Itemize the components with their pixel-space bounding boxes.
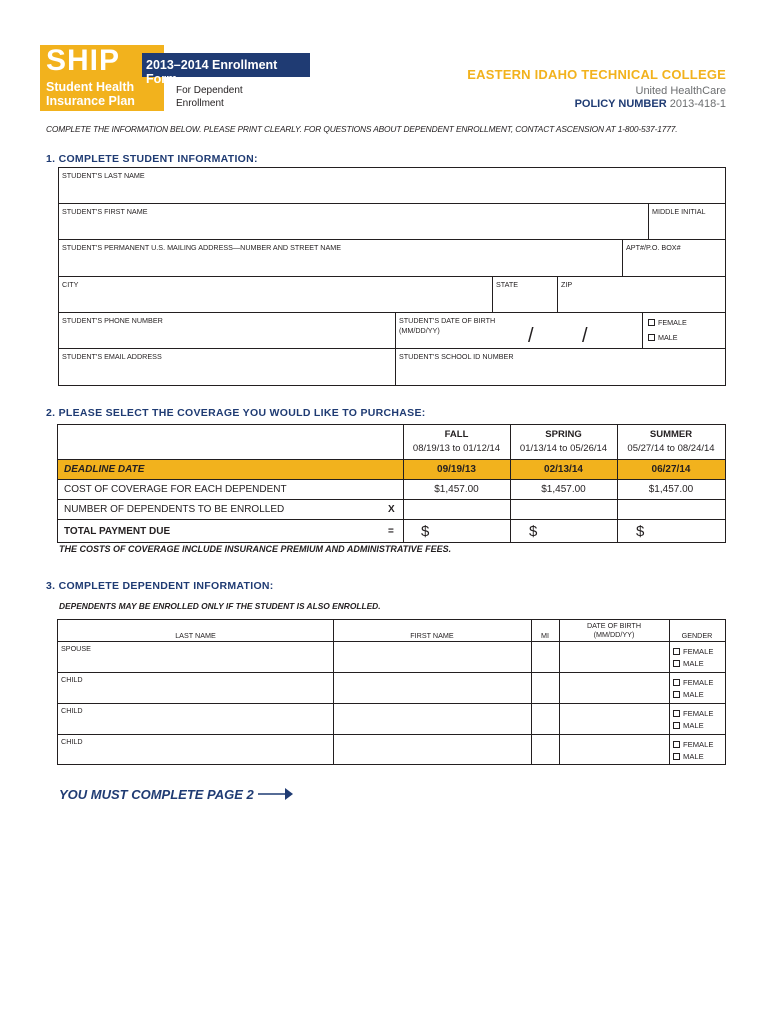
divider	[559, 620, 560, 764]
checkbox-icon[interactable]	[673, 648, 680, 655]
female-option[interactable]	[673, 739, 713, 751]
coverage-header-row	[58, 425, 725, 460]
total-label: TOTAL PAYMENT DUE	[64, 525, 171, 537]
divider	[58, 641, 725, 642]
cost-summer: $1,457.00	[648, 484, 694, 495]
female-option[interactable]	[648, 318, 687, 327]
dependent-table	[57, 619, 726, 765]
col-first-name: FIRST NAME	[410, 631, 454, 640]
row-type-child: CHILD	[61, 675, 83, 684]
coverage-table	[57, 424, 726, 543]
email-field[interactable]: STUDENT'S EMAIL ADDRESS	[62, 352, 162, 361]
address-field[interactable]: STUDENT'S PERMANENT U.S. MAILING ADDRESS—NUMBER AND STREET NAME	[62, 243, 342, 252]
count-summer-input[interactable]	[617, 500, 725, 519]
divider	[333, 620, 334, 764]
total-fall-input[interactable]: $	[421, 522, 430, 540]
female-label: FEMALE	[683, 740, 714, 749]
col-gender: GENDER	[681, 631, 713, 640]
city-field[interactable]: CITY	[62, 280, 79, 289]
male-label: MALE	[683, 690, 704, 699]
school-id-field[interactable]: STUDENT'S SCHOOL ID NUMBER	[399, 352, 514, 361]
section3-subtitle: DEPENDENTS MAY BE ENROLLED ONLY IF THE STUDENT IS ALSO ENROLLED.	[59, 601, 381, 611]
divider	[648, 203, 649, 239]
divider	[58, 203, 726, 204]
total-spring-input[interactable]: $	[529, 522, 538, 540]
gender-options[interactable]	[673, 646, 713, 670]
checkbox-icon[interactable]	[673, 660, 680, 667]
divider	[492, 276, 493, 312]
female-option[interactable]	[673, 677, 713, 689]
times-sign: X	[388, 504, 395, 515]
row-type-child: CHILD	[61, 737, 83, 746]
male-option[interactable]	[673, 720, 713, 732]
col-mi: MI	[541, 631, 549, 640]
cost-row	[58, 480, 725, 500]
count-fall-input[interactable]	[403, 500, 510, 519]
term-summer	[617, 425, 725, 459]
male-label: MALE	[683, 659, 704, 668]
male-option[interactable]	[673, 689, 713, 701]
policy-number	[575, 98, 726, 110]
term-name: SUMMER	[649, 429, 693, 440]
dependent-enrollment-label	[176, 84, 276, 110]
checkbox-icon[interactable]	[673, 691, 680, 698]
policy-value: 2013-418-1	[669, 98, 726, 110]
female-option[interactable]	[673, 646, 713, 658]
zip-field[interactable]: ZIP	[561, 280, 573, 289]
dob-separator: /	[528, 325, 534, 347]
dependents-count-row	[58, 500, 725, 520]
policy-label: POLICY NUMBER	[574, 98, 667, 110]
divider	[58, 734, 725, 735]
term-dates: 01/13/14 to 05/26/14	[519, 443, 608, 454]
dep-line1: For Dependent	[176, 85, 243, 96]
checkbox-icon[interactable]	[673, 741, 680, 748]
section3-title: 3. COMPLETE DEPENDENT INFORMATION:	[46, 580, 274, 592]
apt-field[interactable]: APT#/P.O. BOX#	[626, 243, 681, 252]
middle-initial-field[interactable]: MIDDLE INITIAL	[652, 207, 706, 216]
gender-options[interactable]	[673, 708, 713, 732]
arrow-right-icon	[258, 785, 294, 803]
coverage-note: THE COSTS OF COVERAGE INCLUDE INSURANCE PREMIUM AND ADMINISTRATIVE FEES.	[59, 544, 452, 554]
ship-sub-line2: Insurance Plan	[46, 94, 135, 108]
deadline-row	[58, 460, 725, 480]
divider	[557, 276, 558, 312]
checkbox-icon[interactable]	[673, 722, 680, 729]
total-row	[58, 520, 725, 542]
divider	[622, 239, 623, 276]
last-name-field[interactable]: STUDENT'S LAST NAME	[62, 171, 145, 180]
insurer-name: United HealthCare	[635, 85, 726, 97]
first-name-field[interactable]: STUDENT'S FIRST NAME	[62, 207, 148, 216]
num-label: NUMBER OF DEPENDENTS TO BE ENROLLED	[64, 504, 285, 515]
divider	[395, 312, 396, 386]
divider	[58, 672, 725, 673]
divider	[669, 620, 670, 764]
divider	[58, 703, 725, 704]
male-option[interactable]	[673, 658, 713, 670]
dep-line2: Enrollment	[176, 98, 224, 109]
male-label: MALE	[658, 333, 678, 342]
term-name: SPRING	[545, 429, 582, 440]
male-option[interactable]	[673, 751, 713, 763]
cost-spring: $1,457.00	[541, 484, 586, 495]
dob-separator: /	[582, 325, 588, 347]
divider	[58, 239, 726, 240]
ship-sub-line1: Student Health	[46, 80, 135, 94]
deadline-spring: 02/13/14	[544, 464, 583, 475]
divider	[58, 276, 726, 277]
section1-title: 1. COMPLETE STUDENT INFORMATION:	[46, 153, 258, 165]
divider	[642, 312, 643, 348]
equals-sign: =	[388, 525, 394, 537]
row-type-spouse: SPOUSE	[61, 644, 91, 653]
col-dob-line2: (MM/DD/YY)	[593, 630, 635, 639]
divider	[403, 425, 404, 542]
term-dates: 08/19/13 to 01/12/14	[412, 443, 501, 454]
gender-options[interactable]	[673, 739, 713, 763]
male-label: MALE	[683, 752, 704, 761]
total-summer-input[interactable]: $	[636, 522, 645, 540]
female-label: FEMALE	[683, 647, 714, 656]
count-spring-input[interactable]	[510, 500, 617, 519]
row-type-child: CHILD	[61, 706, 83, 715]
divider	[510, 425, 511, 542]
college-name: EASTERN IDAHO TECHNICAL COLLEGE	[467, 67, 726, 82]
term-spring	[510, 425, 617, 459]
col-dob	[559, 621, 669, 639]
checkbox-icon[interactable]	[673, 753, 680, 760]
female-label: FEMALE	[658, 318, 687, 327]
cost-fall: $1,457.00	[434, 484, 479, 495]
col-last-name: LAST NAME	[175, 631, 216, 640]
female-label: FEMALE	[683, 709, 714, 718]
instruction-text: COMPLETE THE INFORMATION BELOW. PLEASE PRINT CLEARLY. FOR QUESTIONS ABOUT DEPENDENT ENROLLMENT, CONTACT ASCENSION AT 1-800-537-1777.	[46, 124, 678, 134]
checkbox-icon[interactable]	[673, 710, 680, 717]
form-title-banner: 2013–2014 Enrollment Form	[142, 53, 310, 77]
divider	[531, 620, 532, 764]
male-label: MALE	[683, 721, 704, 730]
dob-label-line1: STUDENT'S DATE OF BIRTH	[399, 316, 496, 325]
divider	[58, 348, 726, 349]
dob-label-line2: (MM/DD/YY)	[399, 326, 440, 335]
col-dob-line1: DATE OF BIRTH	[586, 621, 642, 630]
deadline-summer: 06/27/14	[651, 464, 691, 475]
female-option[interactable]	[673, 708, 713, 720]
divider	[617, 425, 618, 542]
term-name: FALL	[444, 429, 469, 440]
term-dates: 05/27/14 to 08/24/14	[627, 443, 715, 454]
gender-options[interactable]	[673, 677, 713, 701]
deadline-fall: 09/19/13	[437, 464, 476, 475]
complete-page2-notice: YOU MUST COMPLETE PAGE 2	[59, 787, 254, 802]
male-option[interactable]	[648, 333, 678, 342]
deadline-label: DEADLINE DATE	[64, 464, 145, 475]
checkbox-icon[interactable]	[648, 319, 655, 326]
cost-label: COST OF COVERAGE FOR EACH DEPENDENT	[64, 484, 287, 495]
ship-logo-title: SHIP	[46, 44, 121, 77]
section2-title: 2. PLEASE SELECT THE COVERAGE YOU WOULD LIKE TO PURCHASE:	[46, 407, 426, 419]
female-label: FEMALE	[683, 678, 714, 687]
phone-field[interactable]: STUDENT'S PHONE NUMBER	[62, 316, 163, 325]
state-field[interactable]: STATE	[496, 280, 519, 289]
term-fall	[403, 425, 510, 459]
checkbox-icon[interactable]	[673, 679, 680, 686]
divider	[58, 312, 726, 313]
checkbox-icon[interactable]	[648, 334, 655, 341]
